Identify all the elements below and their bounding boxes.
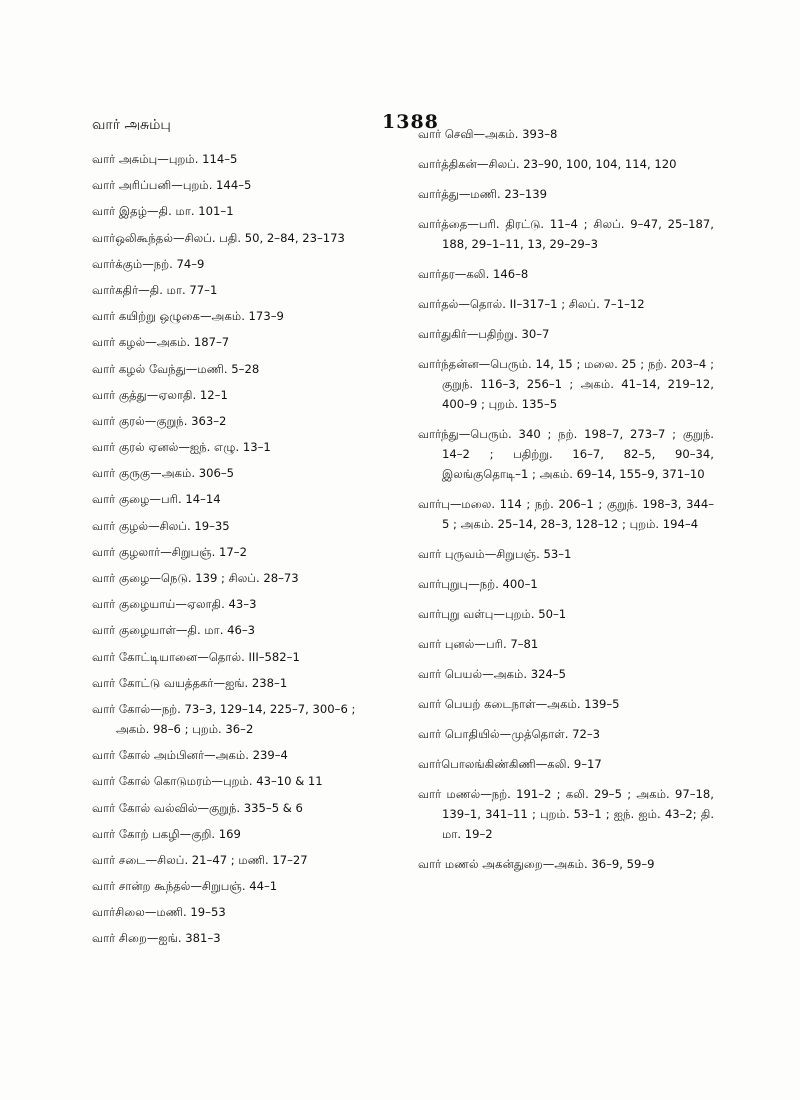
index-entry: வார்த்திகன்—சிலப். 23–90, 100, 104, 114, 120 xyxy=(418,157,677,171)
index-entry: வார் கோற் பகழி—குறி. 169 xyxy=(92,826,241,841)
left-column xyxy=(92,149,392,955)
index-entry: வார் குழல்—சிலப். 19–35 xyxy=(92,518,230,533)
index-entry: வார்பு—மலை. 114 ; நற். 206–1 ; குறுந். 198–3, 344–5 ; அகம். 25–14, 28–3, 128–12 ; புறம். 194–4 xyxy=(418,497,714,531)
index-entry: வார் கோட்டு வயத்தகர்—ஐங். 238–1 xyxy=(92,675,288,690)
index-entry: வார்புறுபு—நற். 400–1 xyxy=(418,577,538,591)
index-entry: வார் சடை—சிலப். 21–47 ; மணி. 17–27 xyxy=(92,852,308,867)
index-entry: வார் புருவம்—சிறுபஞ். 53–1 xyxy=(418,547,572,561)
index-entry: வார் மணல்—நற். 191–2 ; கலி. 29–5 ; அகம். 97–18, 139–1, 341–11 ; புறம். 53–1 ; ஐந். ஐம். 43–2; தி. மா. 19–2 xyxy=(418,787,714,841)
index-entry: வார் கோட்டியானை—தொல். III–582–1 xyxy=(92,649,300,664)
index-entry: வார் கழல்—அகம். 187–7 xyxy=(92,335,230,350)
index-entry: வார் செவி—அகம். 393–8 xyxy=(418,127,558,141)
index-entry: வார் பெயல்—அகம். 324–5 xyxy=(418,667,567,681)
index-entry: வார் குத்து—ஏலாதி. 12–1 xyxy=(92,387,228,402)
index-entry: வார்புறு வள்பு—புறம். 50–1 xyxy=(418,607,567,621)
index-entry: வார்த்து—மணி. 23–139 xyxy=(418,187,548,201)
index-entry: வார்துகிர்—பதிற்று. 30–7 xyxy=(418,327,550,341)
index-entry: வார் சிறை—ஐங். 381–3 xyxy=(92,931,221,946)
index-entry: வார் பெயற் கடைநாள்—அகம். 139–5 xyxy=(418,697,620,711)
index-entry: வார் அசும்பு—புறம். 114–5 xyxy=(92,152,238,166)
index-entry: வார் குரல் ஏனல்—ஐந். எழு. 13–1 xyxy=(92,440,271,455)
index-entry: வார் கழல் வேந்து—மணி. 5–28 xyxy=(92,361,260,376)
index-entry: வார்ந்து—பெரும். 340 ; நற். 198–7, 273–7 ; குறுந். 14–2 ; பதிற்று. 16–7, 82–5, 90–34, இலங்குதொடி–1 ; அகம். 69–14, 155–9, 371–10 xyxy=(418,427,714,481)
index-entry: வார் அரிப்பனி—புறம். 144–5 xyxy=(92,178,252,193)
index-entry: வார் கோல்—நற். 73–3, 129–14, 225–7, 300–6 ; அகம். 98–6 ; புறம். 36–2 xyxy=(92,701,356,736)
index-entry: வார் புனல்—பரி. 7–81 xyxy=(418,637,539,651)
index-entry: வார் கயிற்று ஒழுகை—அகம். 173–9 xyxy=(92,309,284,324)
index-entry: வார்ந்தன்ன—பெரும். 14, 15 ; மலை. 25 ; நற். 203–4 ; குறுந். 116–3, 256–1 ; அகம். 41–14, 219–12, 400–9 ; புறம். 135–5 xyxy=(418,357,714,411)
index-entry: வார்தர—கலி. 146–8 xyxy=(418,267,529,281)
index-entry: வார் குழலார்—சிறுபஞ். 17–2 xyxy=(92,544,247,559)
index-entry: வார்ஒலிகூந்தல்—சிலப். பதி. 50, 2–84, 23–173 xyxy=(92,230,345,245)
index-entry: வார் கோல் வல்வில்—குறுந். 335–5 & 6 xyxy=(92,800,303,815)
index-entry: வார் குழை—நெடு. 139 ; சிலப். 28–73 xyxy=(92,571,299,585)
index-entry: வார்க்கும்—நற். 74–9 xyxy=(92,256,205,271)
index-entry: வார் குழையாய்—ஏலாதி. 43–3 xyxy=(92,597,257,612)
index-entry: வார் மணல் அகன்துறை—அகம். 36–9, 59–9 xyxy=(418,857,655,871)
running-head: வார் அசும்பு xyxy=(92,117,171,133)
index-entry: வார் குரல்—குறுந். 363–2 xyxy=(92,413,227,428)
index-entry: வார்கதிர்—தி. மா. 77–1 xyxy=(92,282,218,297)
index-entry: வார்சிலை—மணி. 19–53 xyxy=(92,905,226,920)
index-entry: வார் குழை—பரி. 14–14 xyxy=(92,492,221,507)
index-entry: வார்தல்—தொல். II–317–1 ; சிலப். 7–1–12 xyxy=(418,297,645,311)
index-entry: வார் இதழ்—தி. மா. 101–1 xyxy=(92,204,234,219)
index-entry: வார்பொலங்கிண்கிணி—கலி. 9–17 xyxy=(418,757,602,771)
index-entry: வார் குருகு—அகம். 306–5 xyxy=(92,466,235,481)
index-entry: வார் சான்ற கூந்தல்—சிறுபஞ். 44–1 xyxy=(92,879,278,894)
index-entry: வார் கோல் அம்பினர்—அகம். 239–4 xyxy=(92,748,288,763)
page-number: 1388 xyxy=(382,111,439,133)
right-column xyxy=(418,124,714,884)
index-entry: வார் பொதியில்—முத்தொள். 72–3 xyxy=(418,727,601,741)
index-entry: வார் கோல் கொடுமரம்—புறம். 43–10 & 11 xyxy=(92,774,323,789)
index-entry: வார் குழையாள்—தி. மா. 46–3 xyxy=(92,623,256,638)
index-entry: வார்த்தை—பரி. திரட்டு. 11–4 ; சிலப். 9–47, 25–187, 188, 29–1–11, 13, 29–29–3 xyxy=(418,217,714,251)
